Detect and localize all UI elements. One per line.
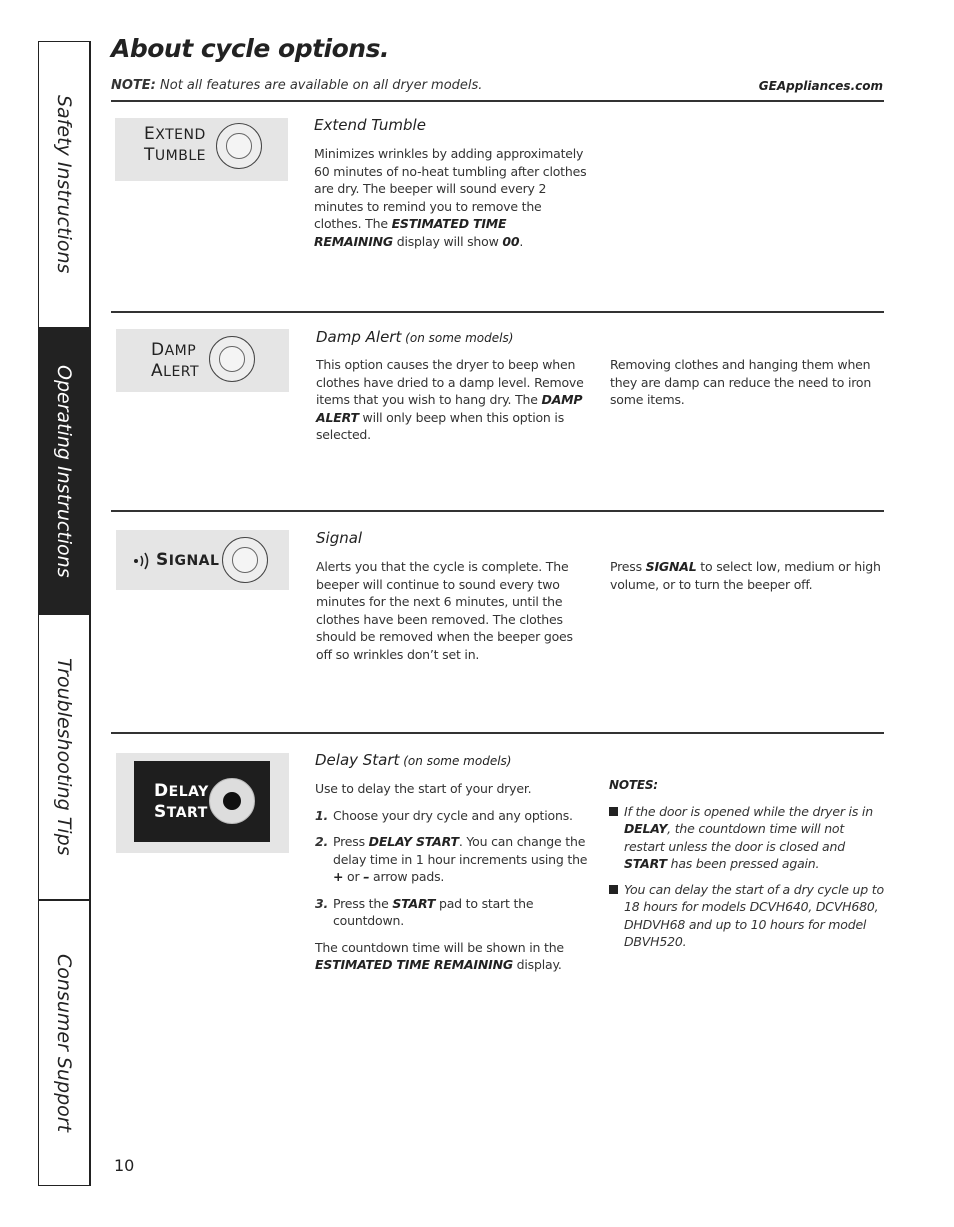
signal-title: Signal bbox=[316, 529, 363, 547]
header-note: NOTE: Not all features are available on all dryer models. bbox=[111, 78, 483, 93]
page-title: About cycle options. bbox=[111, 34, 389, 63]
tab-consumer-support[interactable]: Consumer Support bbox=[38, 900, 91, 1186]
extend-tumble-button-illustration bbox=[115, 118, 288, 181]
extend-tumble-label: EXTEND TUMBLE bbox=[144, 124, 206, 165]
delay-start-button-illustration bbox=[116, 753, 289, 853]
damp-alert-title: Damp Alert (on some models) bbox=[316, 328, 514, 346]
delay-start-label: DELAY START bbox=[154, 781, 209, 822]
bullet-square-icon bbox=[609, 885, 618, 894]
tab-safety-instructions[interactable]: Safety Instructions bbox=[38, 41, 91, 328]
step-item: 1. Choose your dry cycle and any options. bbox=[315, 807, 573, 823]
signal-text-2: Press SIGNAL to select low, medium or high volume, or to turn the beeper off. bbox=[610, 559, 881, 592]
note-item: You can delay the start of a dry cycle up to 18 hours for models DCVH640, DCVH680, DHDVH68 and up to 10 hours for model DBVH520. bbox=[609, 881, 884, 951]
damp-alert-button-illustration bbox=[116, 329, 289, 392]
divider bbox=[111, 311, 884, 313]
damp-alert-text: This option causes the dryer to beep when clothes have dried to a damp level. Remove items that you wish to hang dry. The DAMP ALERT will only beep when this option is selected. bbox=[316, 357, 584, 442]
page-number: 10 bbox=[114, 1156, 135, 1175]
damp-alert-text-2: Removing clothes and hanging them when they are damp can reduce the need to iron some items. bbox=[610, 357, 872, 407]
delay-start-notes: NOTES: If the door is opened while the dryer is in DELAY, the countdown time will not restart unless the door is closed and START has been pressed again. You can delay the start of a dry cycle up to 18 hours for models DCVH640, DCVH680, DHDVH68 and up to 10 hours for model DBVH520. bbox=[609, 778, 884, 949]
signal-label: SIGNAL bbox=[156, 550, 220, 570]
damp-alert-label: DAMP ALERT bbox=[151, 340, 200, 381]
knob-icon bbox=[222, 537, 268, 583]
step-item: 3. Press the START pad to start the countdown. bbox=[315, 895, 534, 928]
extend-tumble-title: Extend Tumble bbox=[314, 116, 426, 134]
extend-tumble-text: Minimizes wrinkles by adding approximately 60 minutes of no-heat tumbling after clothes are dry. The beeper will sound every 2 minutes to remind you to remove the clothes. The ESTIMATED TIME REMAINING display will show 00. bbox=[314, 146, 587, 249]
tab-troubleshooting-tips[interactable]: Troubleshooting Tips bbox=[38, 614, 91, 900]
knob-icon bbox=[209, 336, 255, 382]
note-item: If the door is opened while the dryer is in DELAY, the countdown time will not restart unless the door is closed and START has been pressed again. bbox=[609, 803, 884, 873]
signal-button-illustration bbox=[116, 530, 289, 590]
sound-wave-icon bbox=[133, 551, 153, 571]
step-item: 2. Press DELAY START. You can change the delay time in 1 hour increments using the + or – arrow pads. bbox=[315, 834, 588, 884]
bullet-square-icon bbox=[609, 807, 618, 816]
delay-start-steps bbox=[315, 807, 590, 930]
delay-start-panel bbox=[134, 761, 270, 842]
delay-start-text: Use to delay the start of your dryer. 1. Choose your dry cycle and any options. 2. Press DELAY START. You can change the delay time in 1 hour increments using the + or – arrow pads. 3. Press the START pad to start the countdown. The countdown time will be shown in the ESTIMATED TIME REMAINING display. bbox=[315, 780, 590, 974]
divider bbox=[111, 510, 884, 512]
tab-operating-instructions[interactable]: Operating Instructions bbox=[38, 328, 91, 614]
signal-text: Alerts you that the cycle is complete. The beeper will continue to sound every two minutes for the next 6 minutes, until the clothes have been removed. The clothes should be removed when the beeper goes off so wrinkles don’t set in. bbox=[316, 559, 573, 662]
knob-icon bbox=[209, 778, 255, 824]
site-url: GEAppliances.com bbox=[758, 79, 883, 93]
divider bbox=[111, 100, 884, 102]
delay-start-title: Delay Start (on some models) bbox=[315, 751, 512, 769]
divider bbox=[111, 732, 884, 734]
side-tabs bbox=[38, 41, 93, 1186]
knob-icon bbox=[216, 123, 262, 169]
